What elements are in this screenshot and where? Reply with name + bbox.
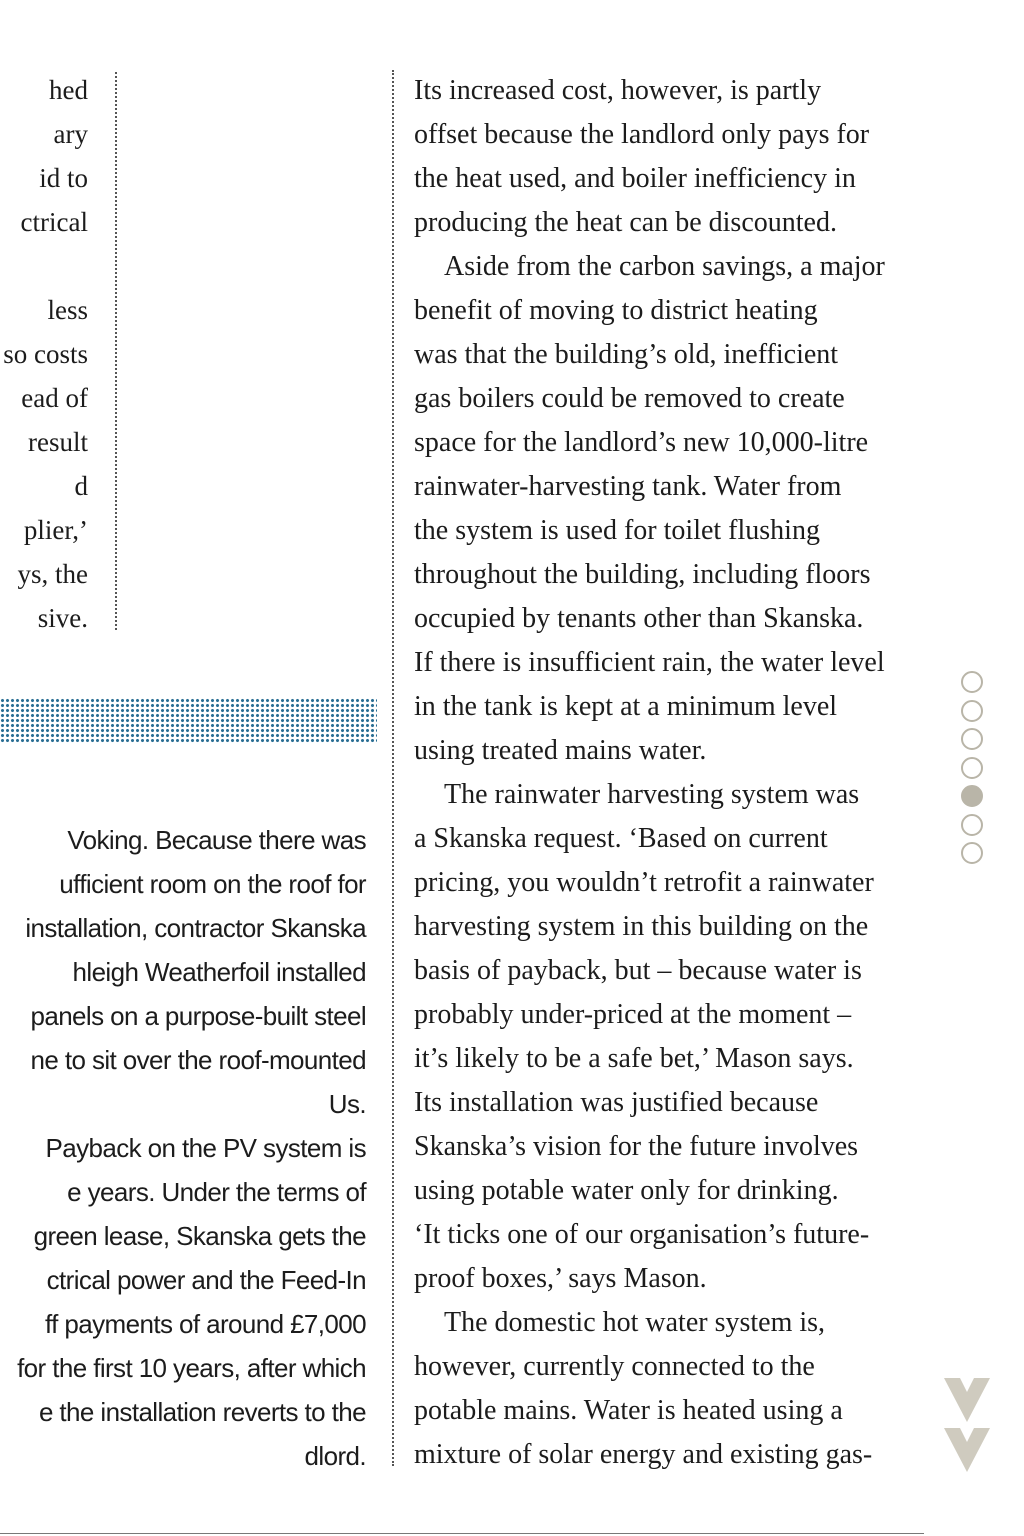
page-dot[interactable] <box>961 700 983 722</box>
right-column-text-line: mixture of solar energy and existing gas- <box>414 1439 873 1470</box>
right-column-text-line: basis of payback, but – because water is <box>414 955 862 986</box>
column-divider-left <box>115 72 117 630</box>
halftone-dot-band <box>0 698 377 743</box>
left-top-text-line: ys, the <box>17 559 88 589</box>
left-bottom-text-line: Us. <box>328 1089 366 1119</box>
column-divider-center <box>392 70 394 1466</box>
left-bottom-text-line: installation, contractor Skanska <box>25 913 366 943</box>
right-column-text-line: If there is insufficient rain, the water level <box>414 647 885 678</box>
left-bottom-text-line: e years. Under the terms of <box>67 1177 366 1207</box>
right-column-text-line: was that the building’s old, inefficient <box>414 339 839 370</box>
right-column-text-line: throughout the building, including floors <box>414 559 871 590</box>
right-column-text-line: Aside from the carbon savings, a major <box>444 251 885 282</box>
right-column-text-line: The domestic hot water system is, <box>444 1307 826 1338</box>
right-column-text-line: in the tank is kept at a minimum level <box>414 691 838 722</box>
right-column-text-line: gas boilers could be removed to create <box>414 383 845 414</box>
right-column-text-line: using potable water only for drinking. <box>414 1175 839 1206</box>
page-dot[interactable] <box>961 814 983 836</box>
left-bottom-text-line: ctrical power and the Feed-In <box>46 1265 366 1295</box>
left-bottom-text-line: ff payments of around £7,000 <box>45 1309 366 1339</box>
left-top-text-line: d <box>74 471 88 501</box>
right-column-text-line: potable mains. Water is heated using a <box>414 1395 843 1426</box>
left-top-text-line: ctrical <box>20 207 88 237</box>
right-column-text-line: it’s likely to be a safe bet,’ Mason says. <box>414 1043 854 1074</box>
left-bottom-text-line: hleigh Weatherfoil installed <box>72 957 366 987</box>
left-top-text-line: so costs <box>3 339 88 369</box>
right-column-text-line: The rainwater harvesting system was <box>444 779 860 810</box>
left-top-text-line: sive. <box>37 603 88 633</box>
right-column-text-line: proof boxes,’ says Mason. <box>414 1263 707 1294</box>
left-bottom-text-line: Payback on the PV system is <box>45 1133 366 1163</box>
left-bottom-text-line: dlord. <box>304 1441 366 1471</box>
right-column-text-line: a Skanska request. ‘Based on current <box>414 823 828 854</box>
right-column-text-line: pricing, you wouldn’t retrofit a rainwater <box>414 867 874 898</box>
left-top-text-line: ary <box>53 119 88 149</box>
right-column-text-line: using treated mains water. <box>414 735 707 766</box>
left-top-text-line: plier,’ <box>23 515 88 545</box>
double-chevron-down-icon <box>944 1378 990 1474</box>
right-column-text-line: the system is used for toilet flushing <box>414 515 820 546</box>
left-bottom-text-line: Voking. Because there was <box>67 825 366 855</box>
right-column-text-line: the heat used, and boiler inefficiency in <box>414 163 856 194</box>
right-column-text-line: space for the landlord’s new 10,000-litre <box>414 427 869 458</box>
page-dot[interactable] <box>961 728 983 750</box>
right-column-text-line: occupied by tenants other than Skanska. <box>414 603 864 634</box>
right-column-text-line: ‘It ticks one of our organisation’s future- <box>414 1219 870 1250</box>
left-bottom-text-line: ne to sit over the roof-mounted <box>30 1045 366 1075</box>
right-column-text-line: benefit of moving to district heating <box>414 295 818 326</box>
left-bottom-text-line: e the installation reverts to the <box>38 1397 366 1427</box>
right-column-text-line: rainwater-harvesting tank. Water from <box>414 471 842 502</box>
right-column-text-line: Its increased cost, however, is partly <box>414 75 822 106</box>
left-bottom-text-line: ufficient room on the roof for <box>59 869 366 899</box>
bottom-rule <box>0 1533 924 1534</box>
right-column-text-line: Its installation was justified because <box>414 1087 819 1118</box>
right-column-text-line: Skanska’s vision for the future involves <box>414 1131 859 1162</box>
left-top-text-line: hed <box>49 75 88 105</box>
page-dot[interactable] <box>961 842 983 864</box>
page-dot-active[interactable] <box>961 785 983 807</box>
left-top-text-line: ead of <box>21 383 88 413</box>
page-dot[interactable] <box>961 757 983 779</box>
left-bottom-text-line: for the first 10 years, after which <box>17 1353 366 1383</box>
right-column-text-line: harvesting system in this building on the <box>414 911 869 942</box>
right-column-text-line: producing the heat can be discounted. <box>414 207 837 238</box>
next-page-button[interactable] <box>944 1378 990 1474</box>
left-top-text-line: less <box>47 295 88 325</box>
right-column-text-line: probably under-priced at the moment – <box>414 999 852 1030</box>
left-top-text-line: result <box>28 427 88 457</box>
left-bottom-text-line: panels on a purpose-built steel <box>30 1001 366 1031</box>
left-top-text-line: id to <box>39 163 88 193</box>
page-dot[interactable] <box>961 671 983 693</box>
left-bottom-text-line: green lease, Skanska gets the <box>33 1221 366 1251</box>
right-column-text-line: offset because the landlord only pays for <box>414 119 870 150</box>
right-column-text-line: however, currently connected to the <box>414 1351 815 1382</box>
